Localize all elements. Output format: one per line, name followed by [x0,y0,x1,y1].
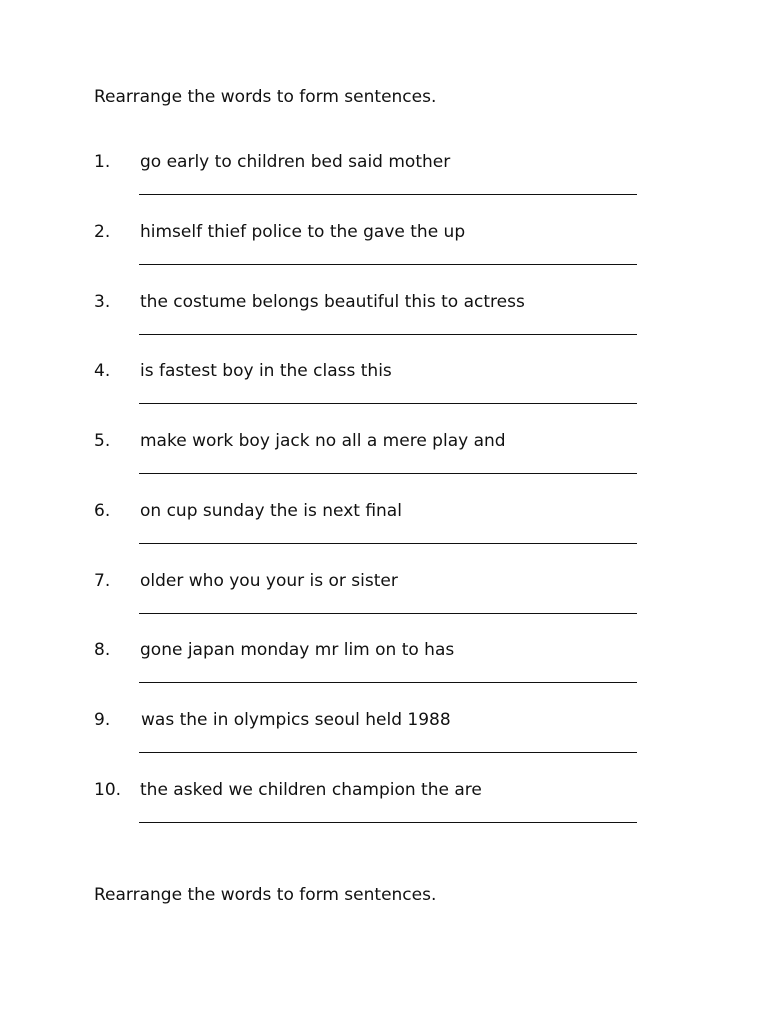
item-number: 4. [94,361,111,381]
item-number: 8. [94,640,111,660]
exercise-item [0,361,768,431]
answer-line[interactable] [139,194,637,195]
answer-line[interactable] [139,334,637,335]
item-number: 9. [94,710,111,730]
scrambled-words: the asked we children champion the are [140,780,482,800]
answer-line[interactable] [139,264,637,265]
item-number: 10. [94,780,122,800]
scrambled-words: the costume belongs beautiful this to actress [140,292,525,312]
scrambled-words: himself thief police to the gave the up [140,222,466,242]
answer-line[interactable] [139,543,637,544]
answer-line[interactable] [139,613,637,614]
scrambled-words: make work boy jack no all a mere play and [140,431,506,451]
scrambled-words: was the in olympics seoul held 1988 [141,710,451,730]
exercise-item [0,152,768,222]
exercise-item [0,710,768,780]
item-number: 7. [94,571,111,591]
scrambled-words: on cup sunday the is next final [140,501,402,521]
scrambled-words: older who you your is or sister [140,571,398,591]
exercise-item [0,501,768,571]
item-number: 3. [94,292,111,312]
instructions-heading: Rearrange the words to form sentences. [94,87,437,107]
item-number: 2. [94,222,111,242]
answer-line[interactable] [139,752,637,753]
item-number: 1. [94,152,111,172]
instructions-heading-repeat: Rearrange the words to form sentences. [94,885,437,905]
item-number: 6. [94,501,111,521]
exercise-item [0,431,768,501]
scrambled-words: is fastest boy in the class this [140,361,392,381]
answer-line[interactable] [139,403,637,404]
exercise-item [0,780,768,850]
exercise-item [0,222,768,292]
exercise-item [0,292,768,362]
answer-line[interactable] [139,473,637,474]
answer-line[interactable] [139,682,637,683]
item-number: 5. [94,431,111,451]
answer-line[interactable] [139,822,637,823]
scrambled-words: gone japan monday mr lim on to has [140,640,455,660]
exercise-item [0,571,768,641]
scrambled-words: go early to children bed said mother [140,152,451,172]
exercise-item [0,640,768,710]
